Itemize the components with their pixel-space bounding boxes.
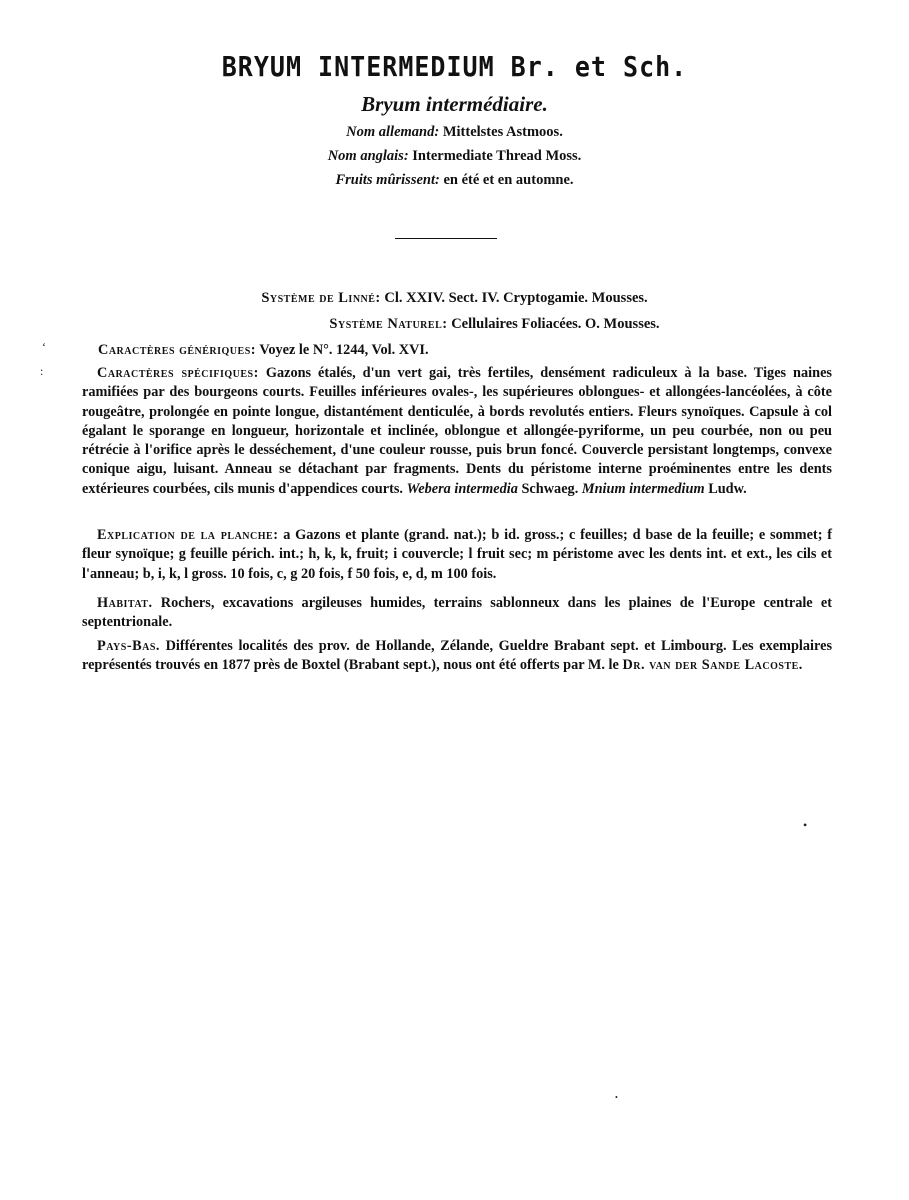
caracteres-specifiques-text: Gazons étalés, d'un vert gai, très fertiles, densément radiculeux à la base. Tiges naines ramifiées par des bourgeons courts. Feuilles inférieures ovales-, les supérieures oblongues- et allongées-lancéolées, à côte rougeâtre, prolongée en pointe longue, distantément denticulée, à bords revolutés entiers. Fleurs synoïques. Capsule à col égalant le sporange en longueur, horizontale et inclinée, oblongue et allongée-pyriforme, un peu courbée, non ou peu rétrécie à l'orifice après le desséchement, d'une couleur rousse, puis brun foncé. Couvercle persistant longtemps, convexe conique aigu, luisant. Anneau se détachant par fragments. Dents du péristome interne proéminentes entre les dents extérieures courbées, cils munis d'appendices courts.: [82, 365, 832, 497]
pays-bas: [82, 637, 832, 676]
nom-allemand-line: [0, 124, 909, 141]
margin-speck: :: [40, 364, 44, 378]
systeme-linne-label: Système de Linné:: [261, 290, 381, 306]
synonym-1: Webera intermedia: [406, 480, 518, 497]
nom-allemand-value: Mittelstes Astmoos.: [442, 124, 563, 140]
fruits-line: [0, 172, 909, 189]
page-subtitle: Bryum intermédiaire.: [361, 92, 548, 116]
caracteres-specifiques: [82, 364, 832, 499]
synonym-2-author: Ludw.: [708, 480, 747, 497]
synonym-1-author: Schwaeg.: [521, 480, 579, 497]
systeme-naturel-label: Système Naturel:: [329, 316, 448, 332]
systeme-naturel-value: Cellulaires Foliacées. O. Mousses.: [451, 316, 660, 332]
synonym-2: Mnium intermedium: [581, 480, 705, 497]
margin-speck: ʻ: [42, 340, 46, 354]
fruits-value: en été et en automne.: [443, 172, 574, 188]
page-speck: •: [803, 818, 808, 832]
nom-anglais-label: Nom anglais:: [327, 148, 409, 164]
pays-bas-label: Pays-Bas.: [97, 638, 160, 654]
fruits-label: Fruits mûrissent:: [335, 172, 440, 188]
explication-text: a Gazons et plante (grand. nat.); b id. gross.; c feuilles; d base de la feuille; e sommet; f fleur synoïque; g feuille périch. int.; h, k, k, fruit; i couvercle; l fruit sec; m péristome avec les dents int. et ext., les cils et l'anneau; b, i, k, l gross. 10 fois, c, g 20 fois, f 50 fois, e, d, m 100 fois.: [82, 527, 832, 582]
pays-bas-text: Différentes localités des prov. de Hollande, Zélande, Gueldre Brabant sept. et Limbourg. Les exemplaires représentés trouvés en 1877 près de Boxtel (Brabant sept.), nous ont été offerts par M. le: [82, 638, 833, 674]
pays-bas-donor: Dr. van der Sande Lacoste.: [622, 657, 803, 674]
page-title: BRYUM INTERMEDIUM Br. et Sch.: [221, 50, 688, 83]
habitat-label: Habitat.: [97, 595, 153, 611]
systeme-linne-line: [0, 290, 909, 307]
habitat-text: Rochers, excavations argileuses humides, terrains sablonneux dans les plaines de l'Europe centrale et septentrionale.: [82, 595, 832, 631]
caracteres-specifiques-label: Caractères spécifiques:: [97, 365, 259, 381]
caracteres-generiques: [98, 341, 848, 360]
explication-planche: [82, 526, 832, 584]
caracteres-generiques-label: Caractères génériques:: [98, 342, 257, 358]
page-speck: •: [615, 1093, 618, 1102]
systeme-naturel-line: [0, 316, 909, 333]
nom-anglais-line: [0, 148, 909, 165]
nom-allemand-label: Nom allemand:: [346, 124, 440, 140]
systeme-linne-value: Cl. XXIV. Sect. IV. Cryptogamie. Mousses.: [384, 290, 648, 306]
explication-label: Explication de la planche:: [97, 527, 279, 543]
nom-anglais-value: Intermediate Thread Moss.: [412, 148, 582, 164]
habitat: [82, 594, 832, 633]
caracteres-generiques-value: Voyez le N°. 1244, Vol. XVI.: [259, 342, 429, 358]
divider-rule: [395, 238, 497, 239]
